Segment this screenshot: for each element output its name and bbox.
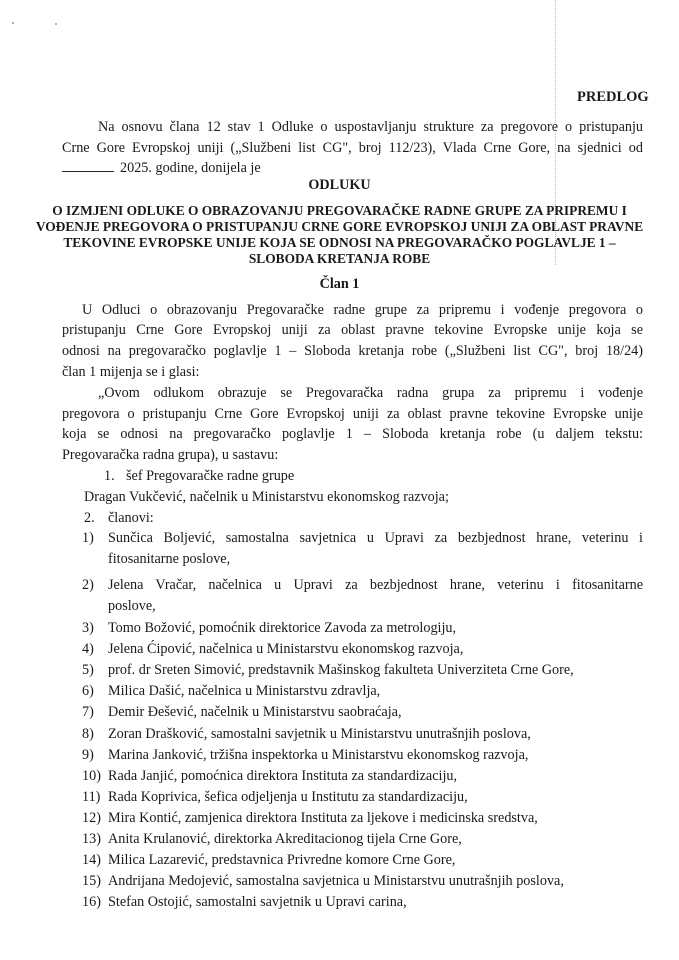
preamble-text: 2025. godine, donijela je (120, 160, 261, 176)
member-entry-line: Rada Janjić, pomoćnica direktora Instituta za standardizaciju, (108, 768, 458, 784)
member-number: 11) (82, 789, 101, 805)
member-entry-line: Anita Krulanović, direktorka Akreditacionog tijela Crne Gore, (108, 831, 462, 847)
decision-title-line: SLOBODA KRETANJA ROBE (248, 251, 431, 266)
preamble-line: Na osnovu člana 12 stav 1 Odluke o uspostavljanju strukture za pregovore o pristupanju (98, 119, 643, 135)
member-number: 12) (82, 810, 101, 826)
member-entry-line: Mira Kontić, zamjenica direktora Instituta za ljekove i medicinska sredstva, (108, 810, 538, 826)
member-number: 6) (82, 683, 94, 699)
date-blank (62, 159, 114, 172)
member-number: 2) (82, 577, 94, 593)
scan-speck (55, 23, 57, 25)
member-entry-line: Zoran Drašković, samostalni savjetnik u Ministarstvu unutrašnjih poslova, (108, 726, 531, 742)
decision-heading: ODLUKU (308, 177, 371, 193)
decision-title-line: O IZMJENI ODLUKE O OBRAZOVANJU PREGOVARAČKE RADNE GRUPE ZA PRIPREMU I (52, 203, 627, 218)
proposal-label: PREDLOG (577, 89, 649, 105)
member-number: 16) (82, 894, 101, 910)
article-line: pristupanju Crne Gore Evropskoj uniji za oblast pravne tekovine Evropske unije koja se (62, 322, 643, 338)
member-number: 13) (82, 831, 101, 847)
member-number: 9) (82, 747, 94, 763)
member-number: 1) (82, 530, 94, 546)
members-section-label: članovi: (108, 510, 154, 526)
member-number: 4) (82, 641, 94, 657)
member-entry-line: fitosanitarne poslove, (108, 551, 231, 567)
member-entry-line: Demir Đešević, načelnik u Ministarstvu saobraćaja, (108, 704, 402, 720)
decision-title-line: TEKOVINE EVROPSKE UNIJE KOJA SE ODNOSI NA PREGOVARAČKO POGLAVLJE 1 – (63, 235, 616, 250)
member-entry-line: prof. dr Sreten Simović, predstavnik Mašinskog fakulteta Univerziteta Crne Gore, (108, 662, 574, 678)
member-entry-line: poslove, (108, 598, 156, 614)
member-entry-line: Jelena Ćipović, načelnica u Ministarstvu ekonomskog razvoja, (108, 641, 464, 657)
article-line: odnosi na pregovaračko poglavlje 1 – Sloboda kretanja robe („Službeni list CG", broj 18/24) (62, 343, 643, 359)
scan-speck (12, 22, 14, 24)
members-section-number: 2. (84, 510, 95, 526)
member-number: 5) (82, 662, 94, 678)
head-person: Dragan Vukčević, načelnik u Ministarstvu ekonomskog razvoja; (84, 489, 449, 505)
article-line: U Odluci o obrazovanju Pregovaračke radne grupe za pripremu i vođenje pregovora o (82, 302, 643, 318)
quote-line: Pregovaračka radna grupa), u sastavu: (62, 447, 279, 463)
member-number: 15) (82, 873, 101, 889)
quote-line: „Ovom odlukom obrazuje se Pregovaračka radna grupa za pripremu i vođenje (98, 385, 643, 401)
member-number: 8) (82, 726, 94, 742)
member-entry-line: Andrijana Medojević, samostalna savjetnica u Ministarstvu unutrašnjih poslova, (108, 873, 564, 889)
article-line: član 1 mijenja se i glasi: (62, 364, 200, 380)
member-entry-line: Stefan Ostojić, samostalni savjetnik u Upravi carina, (108, 894, 407, 910)
member-entry-line: Milica Lazarević, predstavnica Privredne komore Crne Gore, (108, 852, 456, 868)
member-number: 3) (82, 620, 94, 636)
quote-line: pregovora o pristupanju Crne Gore Evropskoj uniji za oblast pravne tekovine Evropske unije (62, 406, 643, 422)
head-section-label: šef Pregovaračke radne grupe (126, 468, 295, 484)
member-number: 7) (82, 704, 94, 720)
preamble-line (62, 159, 261, 177)
head-section-number: 1. (104, 468, 115, 484)
member-number: 10) (82, 768, 101, 784)
member-number: 14) (82, 852, 101, 868)
member-entry-line: Rada Koprivica, šefica odjeljenja u Institutu za standardizaciju, (108, 789, 468, 805)
member-entry-line: Sunčica Boljević, samostalna savjetnica u Upravi za bezbjednost hrane, veterinu i (108, 530, 643, 546)
member-entry-line: Jelena Vračar, načelnica u Upravi za bezbjednost hrane, veterinu i fitosanitarne (108, 577, 643, 593)
quote-line: koja se odnosi na pregovaračko poglavlje 1 – Sloboda kretanja robe (u daljem tekstu: (62, 426, 643, 442)
member-entry-line: Marina Janković, tržišna inspektorka u Ministarstvu ekonomskog razvoja, (108, 747, 529, 763)
article-heading: Član 1 (319, 276, 360, 292)
member-entry-line: Milica Dašić, načelnica u Ministarstvu zdravlja, (108, 683, 381, 699)
decision-title-line: VOĐENJE PREGOVORA O PRISTUPANJU CRNE GORE EVROPSKOJ UNIJI ZA OBLAST PRAVNE (35, 219, 644, 234)
member-entry-line: Tomo Božović, pomoćnik direktorice Zavoda za metrologiju, (108, 620, 457, 636)
preamble-line: Crne Gore Evropskoj uniji („Službeni list CG", broj 112/23), Vlada Crne Gore, na sjednici od (62, 140, 643, 156)
